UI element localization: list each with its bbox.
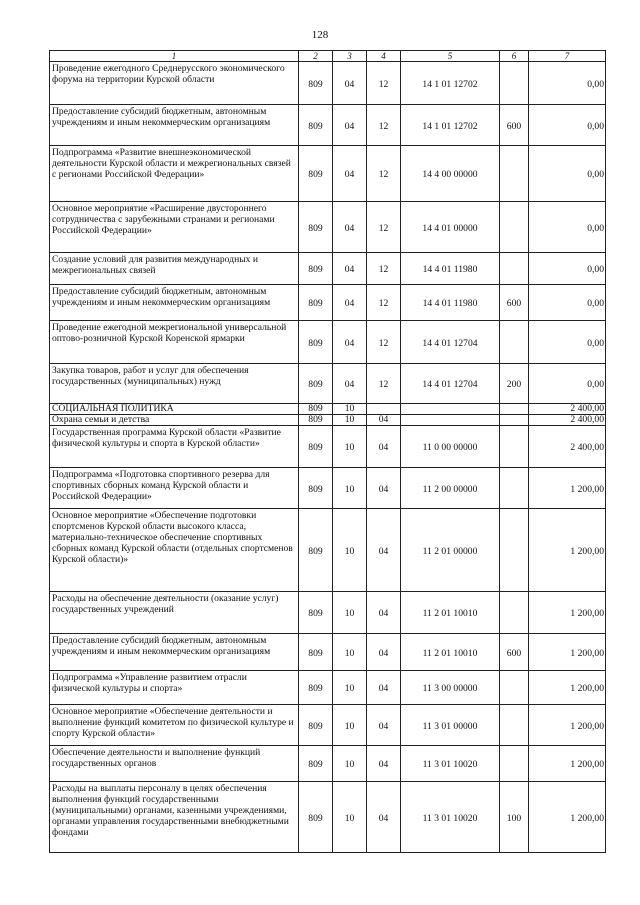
row-subsection: 12 — [367, 62, 401, 105]
table-row — [50, 426, 606, 468]
row-name: Проведение ежегодной межрегиональной универсальной оптово-розничной Курской Коренской ярмарки — [50, 321, 299, 364]
row-expense-type — [500, 705, 529, 746]
row-chief-admin-code: 809 — [299, 592, 333, 634]
row-target-article: 11 2 01 10010 — [401, 592, 500, 634]
row-target-article: 11 3 01 10020 — [401, 782, 500, 853]
header-row — [50, 51, 606, 62]
table-row — [50, 415, 606, 426]
row-section: 04 — [333, 105, 367, 146]
table-row — [50, 509, 606, 592]
table-row — [50, 404, 606, 415]
row-subsection: 12 — [367, 364, 401, 404]
row-section: 04 — [333, 146, 367, 202]
row-expense-type — [500, 426, 529, 468]
row-section: 10 — [333, 404, 367, 415]
row-name: Предоставление субсидий бюджетным, автономным учреждениям и иным некоммерческим организациям — [50, 105, 299, 146]
table-row — [50, 364, 606, 404]
row-name: Предоставление субсидий бюджетным, автономным учреждениям и иным некоммерческим организациям — [50, 634, 299, 671]
header-col-7: 7 — [529, 51, 606, 62]
row-chief-admin-code: 809 — [299, 782, 333, 853]
header-col-6: 6 — [500, 51, 529, 62]
row-subsection: 04 — [367, 782, 401, 853]
row-subsection: 12 — [367, 105, 401, 146]
row-subsection: 04 — [367, 671, 401, 705]
row-chief-admin-code: 809 — [299, 746, 333, 782]
row-section: 10 — [333, 509, 367, 592]
row-target-article: 11 2 01 10010 — [401, 634, 500, 671]
row-expense-type — [500, 202, 529, 253]
table-row — [50, 321, 606, 364]
table-row — [50, 146, 606, 202]
row-subsection: 04 — [367, 592, 401, 634]
row-name: Предоставление субсидий бюджетным, автономным учреждениям и иным некоммерческим организациям — [50, 285, 299, 321]
row-expense-type: 100 — [500, 782, 529, 853]
row-amount: 0,00 — [529, 146, 606, 202]
row-subsection: 04 — [367, 705, 401, 746]
row-expense-type — [500, 146, 529, 202]
row-amount: 0,00 — [529, 202, 606, 253]
header-col-1: 1 — [50, 51, 299, 62]
table-row — [50, 592, 606, 634]
table-row — [50, 202, 606, 253]
row-chief-admin-code: 809 — [299, 253, 333, 285]
table-row — [50, 62, 606, 105]
row-amount: 1 200,00 — [529, 468, 606, 509]
row-subsection: 04 — [367, 634, 401, 671]
row-section: 10 — [333, 415, 367, 426]
row-target-article: 11 2 00 00000 — [401, 468, 500, 509]
row-expense-type — [500, 253, 529, 285]
row-target-article: 11 3 01 00000 — [401, 705, 500, 746]
row-amount: 0,00 — [529, 321, 606, 364]
row-expense-type: 600 — [500, 105, 529, 146]
row-amount: 0,00 — [529, 285, 606, 321]
table-row — [50, 105, 606, 146]
row-expense-type: 200 — [500, 364, 529, 404]
row-target-article: 14 4 01 00000 — [401, 202, 500, 253]
row-target-article: 14 1 01 12702 — [401, 62, 500, 105]
row-target-article: 11 2 01 00000 — [401, 509, 500, 592]
row-subsection: 12 — [367, 146, 401, 202]
row-section: 10 — [333, 746, 367, 782]
row-amount: 1 200,00 — [529, 592, 606, 634]
row-target-article: 14 4 01 11980 — [401, 253, 500, 285]
row-amount: 2 400,00 — [529, 404, 606, 415]
row-chief-admin-code: 809 — [299, 364, 333, 404]
row-chief-admin-code: 809 — [299, 321, 333, 364]
row-chief-admin-code: 809 — [299, 705, 333, 746]
row-amount: 1 200,00 — [529, 671, 606, 705]
table-row — [50, 634, 606, 671]
row-subsection: 12 — [367, 202, 401, 253]
row-expense-type — [500, 671, 529, 705]
row-target-article — [401, 415, 500, 426]
row-expense-type — [500, 404, 529, 415]
row-name: Расходы на обеспечение деятельности (оказание услуг) государственных учреждений — [50, 592, 299, 634]
row-expense-type — [500, 468, 529, 509]
row-chief-admin-code: 809 — [299, 509, 333, 592]
page-number: 128 — [311, 29, 329, 41]
row-chief-admin-code: 809 — [299, 62, 333, 105]
row-subsection — [367, 404, 401, 415]
row-amount: 2 400,00 — [529, 415, 606, 426]
row-name: Основное мероприятие «Обеспечение подготовки спортсменов Курской области высокого класса, материально-техническое обеспечение спортивных сборных команд Курской области (отдельных спортсменов Курской области)» — [50, 509, 299, 592]
row-section: 10 — [333, 634, 367, 671]
row-chief-admin-code: 809 — [299, 404, 333, 415]
row-name: Подпрограмма «Подготовка спортивного резерва для спортивных сборных команд Курской области и Российской Федерации» — [50, 468, 299, 509]
row-chief-admin-code: 809 — [299, 202, 333, 253]
row-amount: 1 200,00 — [529, 782, 606, 853]
row-name: Расходы на выплаты персоналу в целях обеспечения выполнения функций государственными (муниципальными) органами, казенными учреждениями, органами управления государственными внебюджетными фондами — [50, 782, 299, 853]
table-row — [50, 253, 606, 285]
row-amount: 0,00 — [529, 105, 606, 146]
row-chief-admin-code: 809 — [299, 426, 333, 468]
row-name: СОЦИАЛЬНАЯ ПОЛИТИКА — [50, 404, 299, 415]
row-expense-type: 600 — [500, 285, 529, 321]
row-subsection: 12 — [367, 253, 401, 285]
row-section: 10 — [333, 592, 367, 634]
row-name: Основное мероприятие «Обеспечение деятельности и выполнение функций комитетом по физической культуре и спорту Курской области» — [50, 705, 299, 746]
table-row — [50, 746, 606, 782]
row-target-article — [401, 404, 500, 415]
row-name: Обеспечение деятельности и выполнение функций государственных органов — [50, 746, 299, 782]
row-subsection: 04 — [367, 509, 401, 592]
row-name: Государственная программа Курской области «Развитие физической культуры и спорта в Курской области» — [50, 426, 299, 468]
row-amount: 1 200,00 — [529, 746, 606, 782]
row-chief-admin-code: 809 — [299, 285, 333, 321]
row-chief-admin-code: 809 — [299, 146, 333, 202]
table-row — [50, 705, 606, 746]
row-section: 04 — [333, 364, 367, 404]
row-section: 10 — [333, 705, 367, 746]
row-expense-type — [500, 509, 529, 592]
row-subsection: 04 — [367, 468, 401, 509]
table-row — [50, 468, 606, 509]
budget-table — [49, 50, 606, 853]
row-expense-type — [500, 62, 529, 105]
row-section: 10 — [333, 468, 367, 509]
row-subsection: 04 — [367, 415, 401, 426]
row-section: 04 — [333, 285, 367, 321]
row-target-article: 14 4 01 12704 — [401, 364, 500, 404]
row-chief-admin-code: 809 — [299, 105, 333, 146]
row-name: Закупка товаров, работ и услуг для обеспечения государственных (муниципальных) нужд — [50, 364, 299, 404]
row-chief-admin-code: 809 — [299, 671, 333, 705]
row-amount: 1 200,00 — [529, 634, 606, 671]
table-row — [50, 671, 606, 705]
row-chief-admin-code: 809 — [299, 468, 333, 509]
row-section: 10 — [333, 782, 367, 853]
row-target-article: 11 3 01 10020 — [401, 746, 500, 782]
row-name: Создание условий для развития международных и межрегиональных связей — [50, 253, 299, 285]
row-section: 04 — [333, 321, 367, 364]
row-section: 10 — [333, 671, 367, 705]
row-target-article: 14 4 01 11980 — [401, 285, 500, 321]
row-chief-admin-code: 809 — [299, 634, 333, 671]
row-section: 04 — [333, 202, 367, 253]
row-name: Подпрограмма «Управление развитием отрасли физической культуры и спорта» — [50, 671, 299, 705]
header-col-4: 4 — [367, 51, 401, 62]
row-subsection: 12 — [367, 321, 401, 364]
row-target-article: 11 3 00 00000 — [401, 671, 500, 705]
row-expense-type: 600 — [500, 634, 529, 671]
row-amount: 0,00 — [529, 62, 606, 105]
row-amount: 0,00 — [529, 253, 606, 285]
row-name: Проведение ежегодного Среднерусского экономического форума на территории Курской области — [50, 62, 299, 105]
row-expense-type — [500, 321, 529, 364]
header-col-3: 3 — [333, 51, 367, 62]
header-col-2: 2 — [299, 51, 333, 62]
row-name: Основное мероприятие «Расширение двустороннего сотрудничества с зарубежными странами и регионами Российской Федерации» — [50, 202, 299, 253]
row-amount: 1 200,00 — [529, 509, 606, 592]
row-amount: 0,00 — [529, 364, 606, 404]
row-amount: 2 400,00 — [529, 426, 606, 468]
row-target-article: 11 0 00 00000 — [401, 426, 500, 468]
row-section: 04 — [333, 62, 367, 105]
row-name: Охрана семьи и детства — [50, 415, 299, 426]
row-expense-type — [500, 592, 529, 634]
row-subsection: 12 — [367, 285, 401, 321]
row-expense-type — [500, 415, 529, 426]
row-section: 10 — [333, 426, 367, 468]
table-row — [50, 782, 606, 853]
row-target-article: 14 4 01 12704 — [401, 321, 500, 364]
table-row — [50, 285, 606, 321]
row-name: Подпрограмма «Развитие внешнеэкономической деятельности Курской области и межрегиональных связей с регионами Российской Федерации» — [50, 146, 299, 202]
row-subsection: 04 — [367, 746, 401, 782]
header-col-5: 5 — [401, 51, 500, 62]
row-target-article: 14 4 00 00000 — [401, 146, 500, 202]
row-section: 04 — [333, 253, 367, 285]
row-chief-admin-code: 809 — [299, 415, 333, 426]
row-amount: 1 200,00 — [529, 705, 606, 746]
row-target-article: 14 1 01 12702 — [401, 105, 500, 146]
row-subsection: 04 — [367, 426, 401, 468]
row-expense-type — [500, 746, 529, 782]
